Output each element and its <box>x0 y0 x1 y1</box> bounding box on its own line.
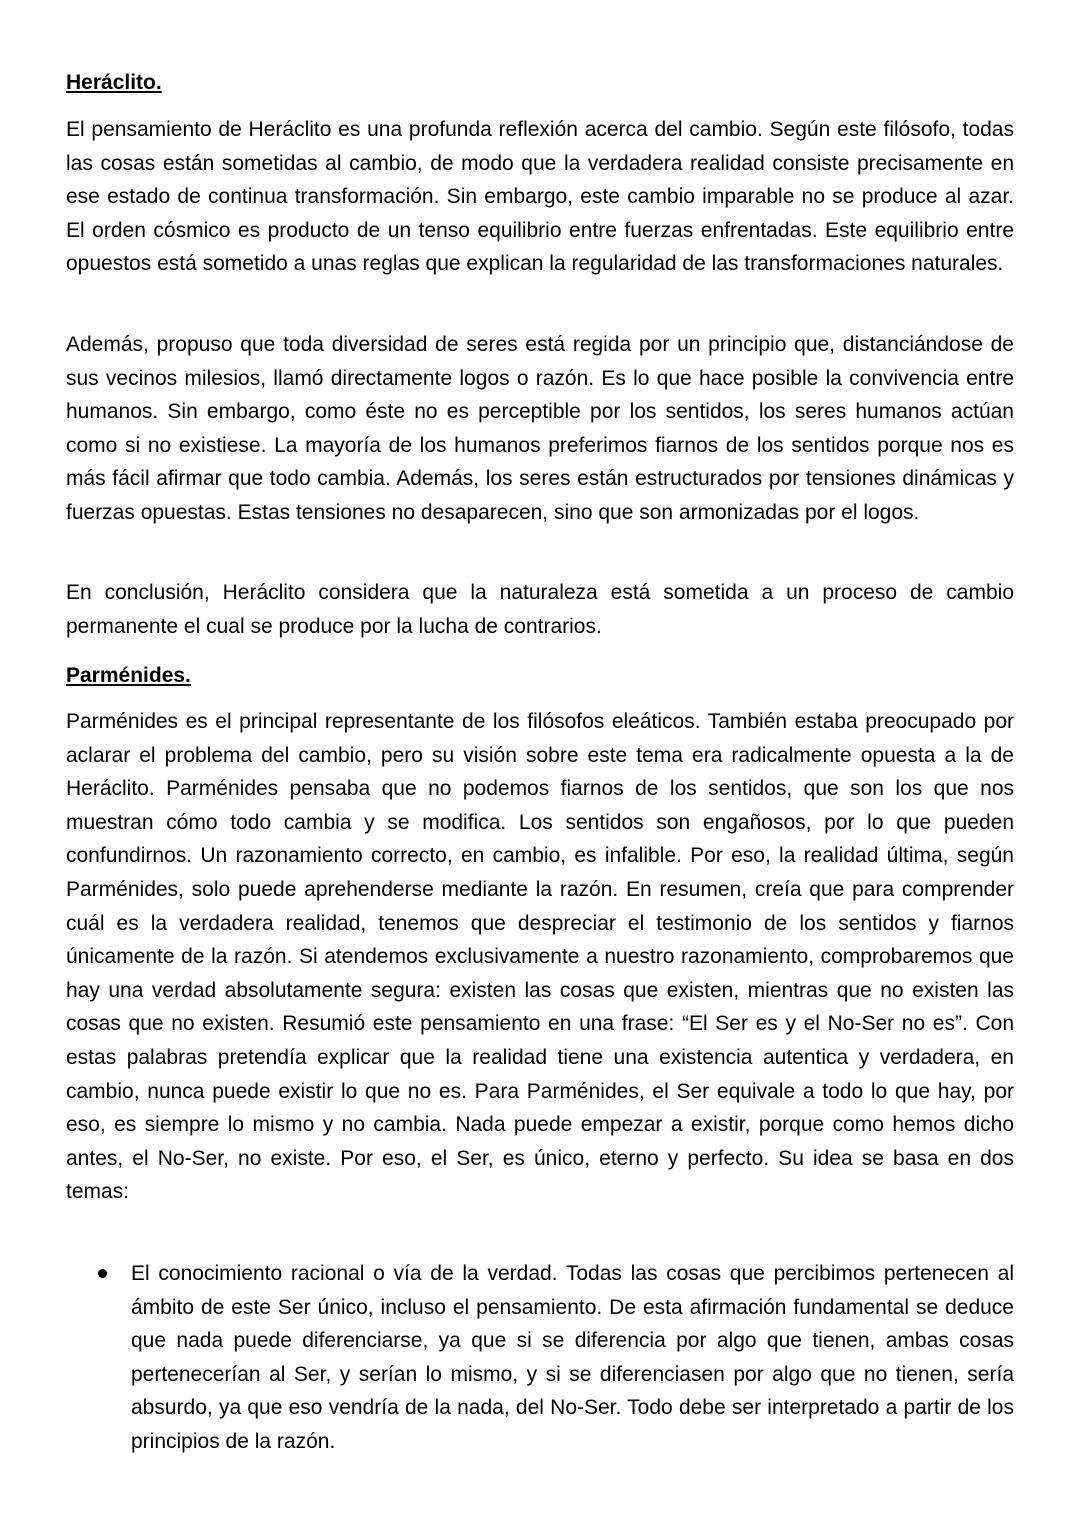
section-heading-heraclito: Heráclito. <box>66 71 162 94</box>
paragraph: Parménides es el principal representante de los filósofos eleáticos. También estaba preocupado por aclarar el problema del cambio, pero su visión sobre este tema era radicalmente opuesta a la de Heráclito. Parménides pensaba que no podemos fiarnos de los sentidos, que son los que nos muestran cómo todo cambia y se modifica. Los sentidos son engañosos, por lo que pueden confundirnos. Un razonamiento correcto, en cambio, es infalible. Por eso, la realidad última, según Parménides, solo puede aprehenderse mediante la razón. En resumen, creía que para comprender cuál es la verdadera realidad, tenemos que despreciar el testimonio de los sentidos y fiarnos únicamente de la razón. Si atendemos exclusivamente a nuestro razonamiento, comprobaremos que hay una verdad absolutamente segura: existen las cosas que existen, mientras que no existen las cosas que no existen. Resumió este pensamiento en una frase: “El Ser es y el No-Ser no es”. Con estas palabras pretendía explicar que la realidad tiene una existencia autentica y verdadera, en cambio, nunca puede existir lo que no es. Para Parménides, el Ser equivale a todo lo que hay, por eso, es siempre lo mismo y no cambia. Nada puede empezar a existir, porque como hemos dicho antes, el No-Ser, no existe. Por eso, el Ser, es único, eterno y perfecto. Su idea se basa en dos temas: <box>66 710 1014 1204</box>
paragraph: En conclusión, Heráclito considera que la naturaleza está sometida a un proceso de cambio permanente el cual se produce por la lucha de contrarios. <box>66 581 1014 638</box>
paragraph: Además, propuso que toda diversidad de seres está regida por un principio que, distanciándose de sus vecinos milesios, llamó directamente logos o razón. Es lo que hace posible la convivencia entre humanos. Sin embargo, como éste no es perceptible por los sentidos, los seres humanos actúan como si no existiese. La mayoría de los humanos preferimos fiarnos de los sentidos porque nos es más fácil afirmar que todo cambia. Además, los seres están estructurados por tensiones dinámicas y fuerzas opuestas. Estas tensiones no desaparecen, sino que son armonizadas por el logos. <box>66 333 1014 524</box>
section-heading-parmenides: Parménides. <box>66 664 191 687</box>
bullet-icon <box>98 1269 107 1278</box>
bullet-list <box>66 1257 1014 1459</box>
paragraph: El pensamiento de Heráclito es una profunda reflexión acerca del cambio. Según este filósofo, todas las cosas están sometidas al cambio, de modo que la verdadera realidad consiste precisamente en ese estado de continua transformación. Sin embargo, este cambio imparable no se produce al azar. El orden cósmico es producto de un tenso equilibrio entre fuerzas enfrentadas. Este equilibrio entre opuestos está sometido a unas reglas que explican la regularidad de las transformaciones naturales. <box>66 118 1014 276</box>
list-item <box>66 1257 1014 1459</box>
bullet-text: El conocimiento racional o vía de la verdad. Todas las cosas que percibimos pertenecen al ámbito de este Ser único, incluso el pensamiento. De esta afirmación fundamental se deduce que nada puede diferenciarse, ya que si se diferencia por algo que tienen, ambas cosas pertenecerían al Ser, y serían lo mismo, y si se diferenciasen por algo que no tienen, sería absurdo, ya que eso vendría de la nada, del No-Ser. Todo debe ser interpretado a partir de los principios de la razón. <box>131 1262 1014 1453</box>
